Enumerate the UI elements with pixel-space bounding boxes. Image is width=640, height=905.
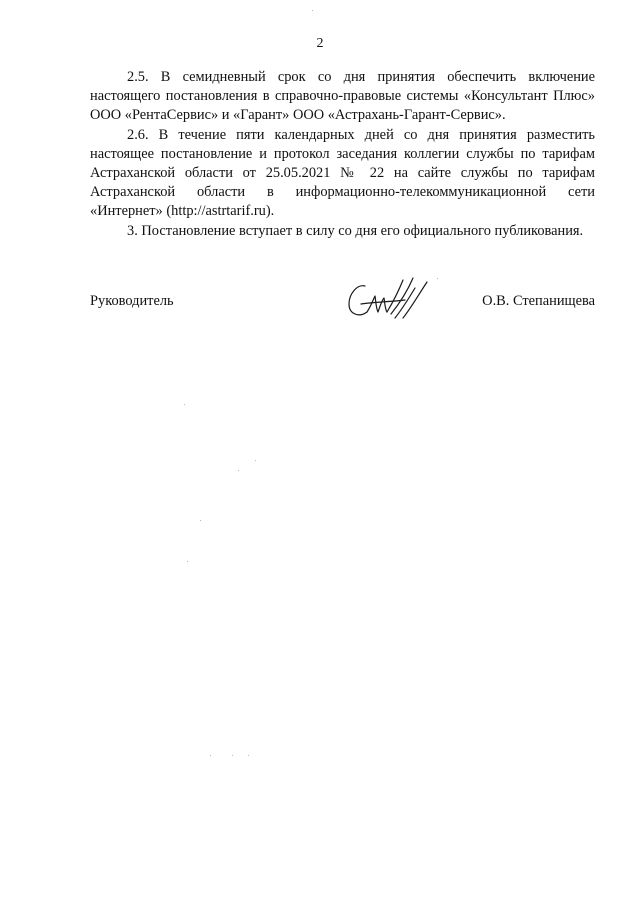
signatory-position: Руководитель — [90, 293, 174, 309]
scan-speck — [187, 561, 188, 562]
scan-speck — [437, 278, 438, 279]
page-number: 2 — [316, 36, 324, 51]
scan-speck — [238, 470, 239, 471]
scan-speck — [232, 755, 233, 756]
paragraph-2-6: 2.6. В течение пяти календарных дней со дня принятия разместить настоящее постановление и протокол заседания коллегии службы по тарифам Астраханской области от 25.05.2021 № 22 на сайте службы по тарифам Астраханской области в информационно-телекоммуникационной сети «Интернет» (http://astrtarif.ru). — [90, 126, 595, 220]
document-body — [90, 68, 595, 241]
scan-speck — [255, 460, 256, 461]
scan-speck — [184, 404, 185, 405]
paragraph-3: 3. Постановление вступает в силу со дня его официального публикования. — [127, 222, 584, 239]
scan-speck — [200, 520, 201, 521]
signatory-name: О.В. Степанищева — [482, 293, 595, 309]
scan-speck — [248, 755, 249, 756]
paragraph-2-5: 2.5. В семидневный срок со дня принятия обеспечить включение настоящего постановления в справочно-правовые системы «Консультант Плюс» ООО «РентаСервис» и «Гарант» ООО «Астрахань-Гарант-Сервис». — [90, 69, 595, 124]
scan-speck — [312, 10, 313, 11]
handwritten-signature — [343, 274, 433, 324]
scan-speck — [210, 755, 211, 756]
